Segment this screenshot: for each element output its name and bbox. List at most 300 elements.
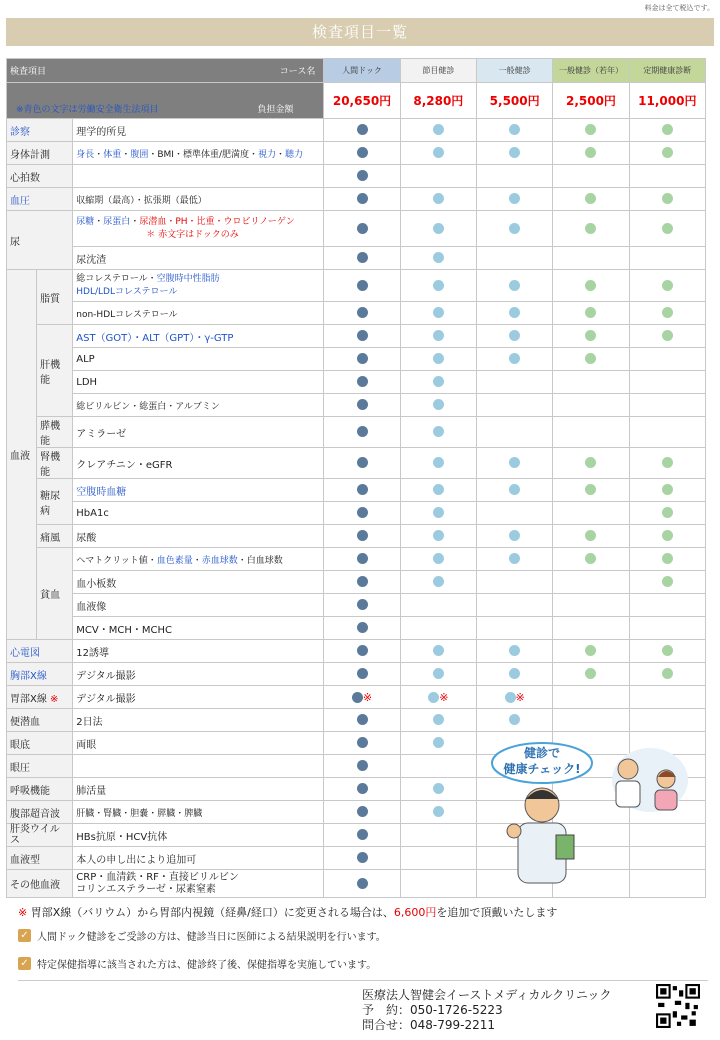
included-dot-icon — [357, 124, 368, 135]
course-cell — [400, 571, 476, 594]
course-cell — [476, 211, 552, 247]
course-cell — [324, 211, 400, 247]
course-cell — [400, 502, 476, 525]
course-cell — [324, 663, 400, 686]
row-urine-2 — [7, 247, 706, 270]
item-label: AST（GOT）・ALT（GPT）・γ-GTP — [73, 325, 324, 348]
course-cell — [553, 525, 629, 548]
included-dot-icon — [357, 553, 368, 564]
item-label: ALP — [73, 348, 324, 371]
course-cell — [324, 502, 400, 525]
item-label: 肝臓・腎臓・胆嚢・膵臓・脾臓 — [73, 801, 324, 824]
item-label: HBs抗原・HCV抗体 — [73, 824, 324, 847]
included-dot-icon — [433, 507, 444, 518]
course-cell — [400, 548, 476, 571]
included-dot-icon — [357, 330, 368, 341]
course-cell — [400, 755, 476, 778]
included-dot-icon — [433, 399, 444, 410]
included-dot-icon — [433, 484, 444, 495]
row-fecal-blood — [7, 709, 706, 732]
included-dot-icon — [585, 330, 596, 341]
course-cell — [324, 594, 400, 617]
included-dot-icon — [585, 645, 596, 656]
course-cell — [324, 448, 400, 479]
included-dot-icon — [433, 553, 444, 564]
course-cell — [324, 709, 400, 732]
course-cell — [400, 617, 476, 640]
check-item: ✓ 人間ドック健診をご受診の方は、健診当日に医師による結果説明を行います。 — [18, 928, 386, 943]
included-dot-icon — [357, 307, 368, 318]
course-cell — [553, 594, 629, 617]
included-dot-icon — [357, 426, 368, 437]
course-cell — [400, 325, 476, 348]
included-dot-icon — [585, 457, 596, 468]
endoscopy-note: ※ 胃部X線（バリウム）から胃部内視鏡（経鼻/経口）に変更される場合は、6,600円を追加で頂戴いたします — [18, 906, 558, 919]
asterisk-mark: ※ — [362, 690, 373, 704]
course-cell — [553, 709, 629, 732]
included-dot-icon — [357, 280, 368, 291]
course-cell — [553, 686, 629, 709]
included-dot-icon — [662, 645, 673, 656]
course-cell — [400, 709, 476, 732]
category-heart-rate: 心拍数 — [7, 165, 73, 188]
checkbox-icon: ✓ — [18, 957, 31, 970]
row-urine-1 — [7, 211, 706, 247]
category-other-blood: その他血液 — [7, 870, 73, 898]
included-dot-icon — [433, 353, 444, 364]
course-cell — [324, 847, 400, 870]
included-dot-icon — [585, 530, 596, 541]
header-fee-cell — [7, 83, 324, 119]
included-dot-icon — [357, 576, 368, 587]
included-dot-icon — [662, 307, 673, 318]
course-cell — [629, 448, 705, 479]
included-dot-icon — [662, 553, 673, 564]
course-cell — [324, 801, 400, 824]
included-dot-icon — [433, 426, 444, 437]
course-cell — [476, 417, 552, 448]
included-dot-icon — [433, 280, 444, 291]
course-cell — [476, 571, 552, 594]
course-cell — [553, 211, 629, 247]
course-cell — [324, 325, 400, 348]
included-dot-icon — [433, 737, 444, 748]
course-cell — [553, 663, 629, 686]
included-dot-icon — [433, 783, 444, 794]
course-cell — [324, 371, 400, 394]
included-dot-icon — [357, 399, 368, 410]
included-dot-icon — [433, 376, 444, 387]
included-dot-icon — [662, 330, 673, 341]
row-blood-pressure — [7, 188, 706, 211]
item-label: 血液像 — [73, 594, 324, 617]
included-dot-icon — [509, 193, 520, 204]
price-regular: 11,000円 — [629, 83, 705, 119]
row-body-measure — [7, 142, 706, 165]
row-liver-2 — [7, 348, 706, 371]
course-cell — [324, 417, 400, 448]
course-cell — [553, 302, 629, 325]
doctor-illustration — [490, 735, 690, 895]
included-dot-icon — [509, 457, 520, 468]
category-ultrasound: 腹部超音波 — [7, 801, 73, 824]
course-cell — [629, 211, 705, 247]
included-dot-icon — [433, 193, 444, 204]
included-dot-icon — [433, 668, 444, 679]
course-cell — [553, 325, 629, 348]
course-cell — [324, 640, 400, 663]
course-header-dock: 人間ドック — [324, 59, 400, 83]
row-liver-4 — [7, 394, 706, 417]
course-cell — [476, 302, 552, 325]
course-cell — [476, 525, 552, 548]
price-dock: 20,650円 — [324, 83, 400, 119]
course-cell — [400, 142, 476, 165]
course-cell — [553, 417, 629, 448]
course-cell — [629, 709, 705, 732]
course-cell — [629, 686, 705, 709]
item-label: 2日法 — [73, 709, 324, 732]
item-label: 尿酸 — [73, 525, 324, 548]
item-label: デジタル撮影 — [73, 686, 324, 709]
price-milestone: 8,280円 — [400, 83, 476, 119]
included-dot-icon — [433, 714, 444, 725]
divider — [18, 980, 708, 981]
category-blood: 血液 — [7, 270, 37, 640]
course-cell — [324, 617, 400, 640]
item-label: 本人の申し出により追加可 — [73, 847, 324, 870]
course-cell — [476, 594, 552, 617]
course-cell — [553, 394, 629, 417]
bubble-text-1: 健診で — [523, 746, 561, 760]
included-dot-icon — [357, 193, 368, 204]
course-cell — [629, 325, 705, 348]
course-cell — [553, 142, 629, 165]
item-label: デジタル撮影 — [73, 663, 324, 686]
course-cell — [324, 165, 400, 188]
item-label — [73, 755, 324, 778]
course-cell — [629, 247, 705, 270]
included-dot-icon — [662, 507, 673, 518]
course-header-general: 一般健診 — [476, 59, 552, 83]
included-dot-icon — [352, 692, 363, 703]
included-dot-icon — [662, 147, 673, 158]
course-cell — [476, 247, 552, 270]
included-dot-icon — [357, 852, 368, 863]
course-cell — [324, 571, 400, 594]
category-fecal-blood: 便潜血 — [7, 709, 73, 732]
course-cell — [400, 732, 476, 755]
row-consultation — [7, 119, 706, 142]
course-cell — [400, 270, 476, 302]
course-cell — [553, 119, 629, 142]
item-label: ヘマトクリット値・血色素量・赤血球数・白血球数 — [73, 548, 324, 571]
course-cell — [476, 394, 552, 417]
course-cell — [324, 394, 400, 417]
item-label: 収縮期（最高）・拡張期（最低） — [73, 188, 324, 211]
course-cell — [400, 870, 476, 898]
included-dot-icon — [585, 484, 596, 495]
included-dot-icon — [357, 457, 368, 468]
course-cell — [629, 188, 705, 211]
row-chest-xray — [7, 663, 706, 686]
course-cell — [476, 548, 552, 571]
course-cell — [629, 119, 705, 142]
included-dot-icon — [509, 668, 520, 679]
course-cell — [400, 417, 476, 448]
included-dot-icon — [433, 147, 444, 158]
included-dot-icon — [357, 878, 368, 889]
course-header-young: 一般健診（若年） — [553, 59, 629, 83]
course-cell — [553, 479, 629, 502]
course-cell — [324, 479, 400, 502]
course-cell — [324, 755, 400, 778]
row-diabetes-1 — [7, 479, 706, 502]
course-cell — [400, 119, 476, 142]
course-cell — [324, 548, 400, 571]
item-label: LDH — [73, 371, 324, 394]
course-cell — [324, 188, 400, 211]
course-cell — [629, 142, 705, 165]
course-cell — [553, 448, 629, 479]
item-label: HbA1c — [73, 502, 324, 525]
legend-note: ※青色の文字は労働安全衛生法項目 — [16, 105, 159, 115]
item-label: MCV・MCH・MCHC — [73, 617, 324, 640]
included-dot-icon — [585, 668, 596, 679]
included-dot-icon — [357, 223, 368, 234]
course-cell — [629, 479, 705, 502]
included-dot-icon — [357, 737, 368, 748]
course-cell — [629, 525, 705, 548]
course-cell — [629, 348, 705, 371]
included-dot-icon — [509, 484, 520, 495]
included-dot-icon — [433, 330, 444, 341]
course-cell — [629, 394, 705, 417]
item-label: non-HDLコレステロール — [73, 302, 324, 325]
included-dot-icon — [357, 806, 368, 817]
course-cell — [324, 302, 400, 325]
included-dot-icon — [357, 829, 368, 840]
row-diabetes-2 — [7, 502, 706, 525]
included-dot-icon — [662, 576, 673, 587]
course-cell — [476, 142, 552, 165]
header-course: コース名 — [279, 67, 316, 77]
item-label: 12誘導 — [73, 640, 324, 663]
included-dot-icon — [428, 692, 439, 703]
category-blood-type: 血液型 — [7, 847, 73, 870]
included-dot-icon — [585, 124, 596, 135]
included-dot-icon — [433, 645, 444, 656]
included-dot-icon — [509, 530, 520, 541]
course-cell — [553, 617, 629, 640]
included-dot-icon — [433, 530, 444, 541]
item-label: 総ビリルビン・総蛋白・アルブミン — [73, 394, 324, 417]
inquiry-phone: 問合せ：048-799-2211 — [362, 1018, 496, 1032]
course-cell — [553, 371, 629, 394]
course-cell — [629, 617, 705, 640]
item-label: 空腹時血糖 — [73, 479, 324, 502]
course-header-regular: 定期健康診断 — [629, 59, 705, 83]
included-dot-icon — [357, 170, 368, 181]
included-dot-icon — [357, 147, 368, 158]
page-title: 検査項目一覧 — [6, 18, 714, 46]
course-cell — [400, 247, 476, 270]
item-label: アミラーゼ — [73, 417, 324, 448]
row-anemia-2 — [7, 571, 706, 594]
included-dot-icon — [357, 668, 368, 679]
course-cell — [629, 302, 705, 325]
course-cell — [476, 502, 552, 525]
item-label: 理学的所見 — [73, 119, 324, 142]
included-dot-icon — [357, 376, 368, 387]
asterisk-mark: ※ — [439, 690, 449, 704]
course-cell — [324, 247, 400, 270]
row-lipid-1 — [7, 270, 706, 302]
category-respiratory: 呼吸機能 — [7, 778, 73, 801]
course-cell — [400, 824, 476, 847]
course-cell — [629, 417, 705, 448]
course-cell — [476, 686, 552, 709]
included-dot-icon — [357, 599, 368, 610]
included-dot-icon — [662, 193, 673, 204]
course-cell — [400, 394, 476, 417]
course-cell — [400, 188, 476, 211]
included-dot-icon — [357, 760, 368, 771]
included-dot-icon — [662, 484, 673, 495]
course-cell — [476, 617, 552, 640]
item-label: クレアチニン・eGFR — [73, 448, 324, 479]
item-label: CRP・血清鉄・RF・直接ビリルビン コリンエステラーゼ・尿素窒素 — [73, 870, 324, 898]
course-cell — [553, 640, 629, 663]
course-header-milestone: 節目健診 — [400, 59, 476, 83]
included-dot-icon — [585, 223, 596, 234]
reservation-phone: 予 約：050-1726-5223 — [362, 1003, 503, 1017]
category-hepatitis: 肝炎ウイルス — [7, 824, 73, 847]
contact-block — [362, 988, 611, 1033]
course-cell — [400, 847, 476, 870]
course-cell — [400, 302, 476, 325]
course-cell — [400, 348, 476, 371]
course-cell — [476, 709, 552, 732]
included-dot-icon — [433, 252, 444, 263]
subcategory-lipid: 脂質 — [37, 270, 73, 325]
course-cell — [476, 371, 552, 394]
included-dot-icon — [509, 330, 520, 341]
row-gout — [7, 525, 706, 548]
included-dot-icon — [433, 124, 444, 135]
course-cell — [629, 548, 705, 571]
clinic-name: 医療法人智健会イーストメディカルクリニック — [362, 988, 612, 1002]
row-anemia-4 — [7, 617, 706, 640]
item-label: 両眼 — [73, 732, 324, 755]
category-iop: 眼圧 — [7, 755, 73, 778]
course-cell — [476, 188, 552, 211]
course-cell — [400, 686, 476, 709]
included-dot-icon — [509, 714, 520, 725]
course-cell — [400, 801, 476, 824]
course-cell — [553, 348, 629, 371]
course-cell — [629, 165, 705, 188]
included-dot-icon — [433, 223, 444, 234]
course-cell — [400, 479, 476, 502]
row-pancreas — [7, 417, 706, 448]
course-cell — [553, 247, 629, 270]
included-dot-icon — [357, 507, 368, 518]
included-dot-icon — [662, 223, 673, 234]
course-cell — [629, 663, 705, 686]
category-chest-xray: 胸部X線 — [7, 663, 73, 686]
course-cell — [400, 594, 476, 617]
checkbox-icon: ✓ — [18, 929, 31, 942]
course-cell — [400, 663, 476, 686]
included-dot-icon — [357, 622, 368, 633]
course-cell — [476, 270, 552, 302]
category-blood-pressure: 血圧 — [7, 188, 73, 211]
course-cell — [324, 119, 400, 142]
course-cell — [476, 119, 552, 142]
row-liver-1 — [7, 325, 706, 348]
course-cell — [476, 325, 552, 348]
course-cell — [324, 348, 400, 371]
price-general: 5,500円 — [476, 83, 552, 119]
course-cell — [324, 686, 400, 709]
row-ecg — [7, 640, 706, 663]
subcategory-diabetes: 糖尿病 — [37, 479, 73, 525]
course-cell — [553, 270, 629, 302]
included-dot-icon — [662, 280, 673, 291]
course-cell — [324, 525, 400, 548]
course-cell — [553, 502, 629, 525]
course-cell — [629, 270, 705, 302]
included-dot-icon — [433, 307, 444, 318]
item-label: 総コレステロール・空腹時中性脂肪 HDL/LDLコレステロール — [73, 270, 324, 302]
included-dot-icon — [433, 576, 444, 587]
course-cell — [553, 188, 629, 211]
included-dot-icon — [662, 457, 673, 468]
row-anemia-1 — [7, 548, 706, 571]
item-label: 身長・体重・腹囲・BMI・標準体重/肥満度・視力・聴力 — [73, 142, 324, 165]
included-dot-icon — [585, 307, 596, 318]
category-fundus: 眼底 — [7, 732, 73, 755]
included-dot-icon — [357, 645, 368, 656]
item-label: 尿糖・尿蛋白・尿潜血・PH・比重・ウロビリノーゲン ＊ 赤文字はドックのみ — [73, 211, 324, 247]
included-dot-icon — [509, 223, 520, 234]
tax-note: 料金は全て税込です。 — [644, 4, 714, 12]
check-item: ✓ 特定保健指導に該当された方は、健診終了後、保健指導を実施しています。 — [18, 956, 376, 971]
course-cell — [400, 211, 476, 247]
included-dot-icon — [509, 147, 520, 158]
included-dot-icon — [509, 553, 520, 564]
item-label: 肺活量 — [73, 778, 324, 801]
included-dot-icon — [357, 714, 368, 725]
course-cell — [400, 778, 476, 801]
course-cell — [476, 640, 552, 663]
category-urine: 尿 — [7, 211, 73, 270]
qr-code-icon — [656, 984, 700, 1028]
course-cell — [324, 732, 400, 755]
price-young: 2,500円 — [553, 83, 629, 119]
course-cell — [553, 548, 629, 571]
included-dot-icon — [433, 457, 444, 468]
included-dot-icon — [662, 668, 673, 679]
included-dot-icon — [585, 147, 596, 158]
subcategory-pancreas: 膵機能 — [37, 417, 73, 448]
course-cell — [324, 270, 400, 302]
course-cell — [324, 824, 400, 847]
course-cell — [400, 165, 476, 188]
subcategory-gout: 痛風 — [37, 525, 73, 548]
course-cell — [629, 571, 705, 594]
